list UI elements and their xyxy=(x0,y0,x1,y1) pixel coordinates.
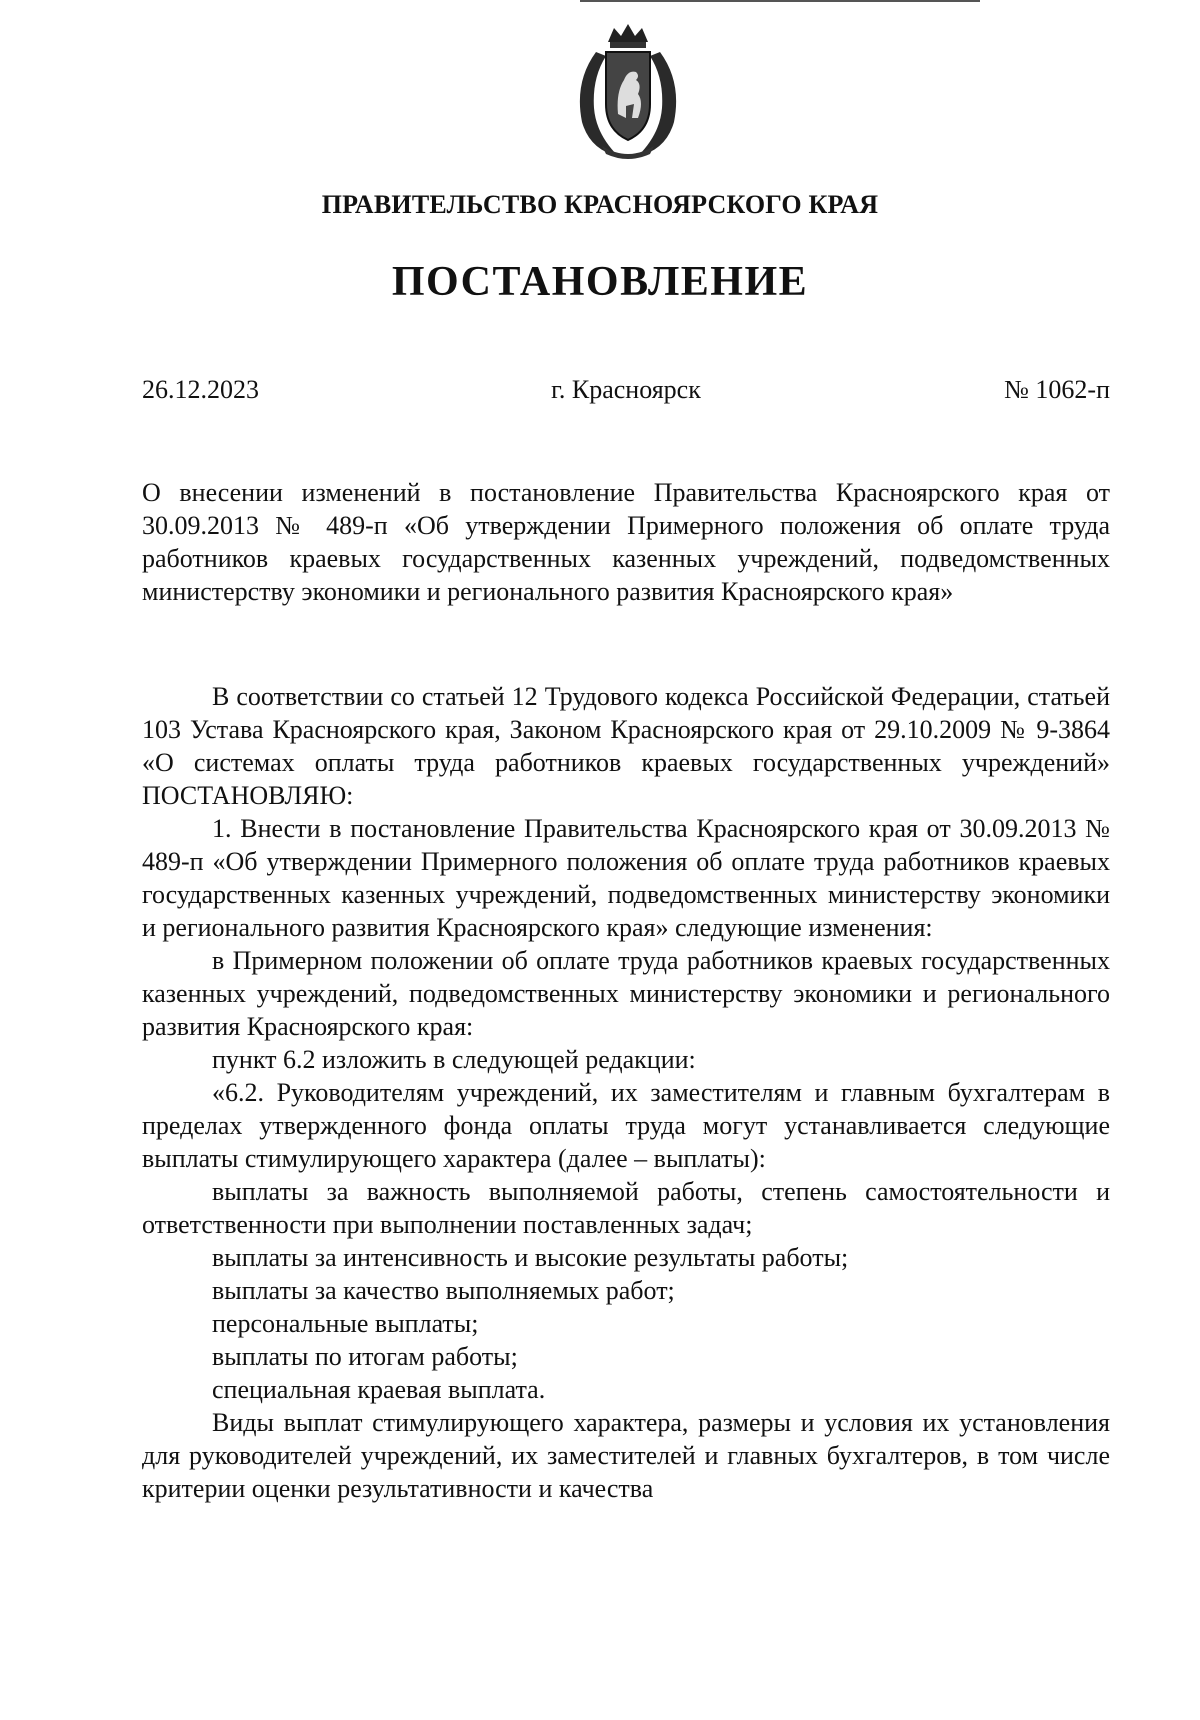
list-item-payment: выплаты за интенсивность и высокие результаты работы; xyxy=(212,1243,849,1272)
document-subject: О внесении изменений в постановление Правительства Красноярского края от 30.09.2013 № 489-п «Об утверждении Примерного положения об оплате труда работников краевых государственных казенных учреждений, подведомственных министерству экономики и регионального развития Красноярского края» xyxy=(142,478,1110,606)
document-type-title: ПОСТАНОВЛЕНИЕ xyxy=(391,259,809,305)
list-item-payment: выплаты за важность выполняемой работы, степень самостоятельности и ответственности при выполнении поставленных задач; xyxy=(142,1177,1110,1239)
list-item-payment: выплаты за качество выполняемых работ; xyxy=(212,1276,675,1305)
document-content xyxy=(142,476,1110,1505)
list-item-payment: персональные выплаты; xyxy=(212,1309,479,1338)
paragraph-payment-types: Виды выплат стимулирующего характера, размеры и условия их установления для руководителей учреждений, их заместителей и главных бухгалтеров, в том числе критерии оценки результативности и качества xyxy=(142,1408,1110,1503)
document-date: 26.12.2023 xyxy=(142,375,259,404)
document-city: г. Красноярск xyxy=(551,375,701,404)
krasnoyarsk-coat-of-arms-icon xyxy=(566,22,690,162)
paragraph-preamble: В соответствии со статьей 12 Трудового кодекса Российской Федерации, статьей 103 Устава Красноярского края, Законом Красноярского края от 29.10.2009 № 9-3864 «О системах оплаты труда работников краевых государственных учреждений» ПОСТАНОВЛЯЮ: xyxy=(142,682,1110,810)
paragraph-item-1: 1. Внести в постановление Правительства Красноярского края от 30.09.2013 № 489-п «Об утверждении Примерного положения об оплате труда работников краевых государственных казенных учреждений, подведомственных министерству экономики и регионального развития Красноярского края» следующие изменения: xyxy=(142,814,1110,942)
list-item-payment: специальная краевая выплата. xyxy=(212,1375,546,1404)
paragraph-clause-intro: пункт 6.2 изложить в следующей редакции: xyxy=(212,1045,696,1074)
paragraph-amendment-scope: в Примерном положении об оплате труда работников краевых государственных казенных учреждений, подведомственных министерству экономики и регионального развития Красноярского края: xyxy=(142,946,1110,1041)
list-item-payment: выплаты по итогам работы; xyxy=(212,1342,518,1371)
organization-title: ПРАВИТЕЛЬСТВО КРАСНОЯРСКОГО КРАЯ xyxy=(321,190,879,219)
document-meta-row xyxy=(142,375,1110,409)
paragraph-clause-6-2: «6.2. Руководителям учреждений, их заместителям и главным бухгалтерам в пределах утвержденного фонда оплаты труда могут устанавливается следующие выплаты стимулирующего характера (далее – выплаты): xyxy=(142,1078,1110,1173)
top-divider-line xyxy=(580,0,980,2)
document-number: № 1062-п xyxy=(1004,375,1110,404)
